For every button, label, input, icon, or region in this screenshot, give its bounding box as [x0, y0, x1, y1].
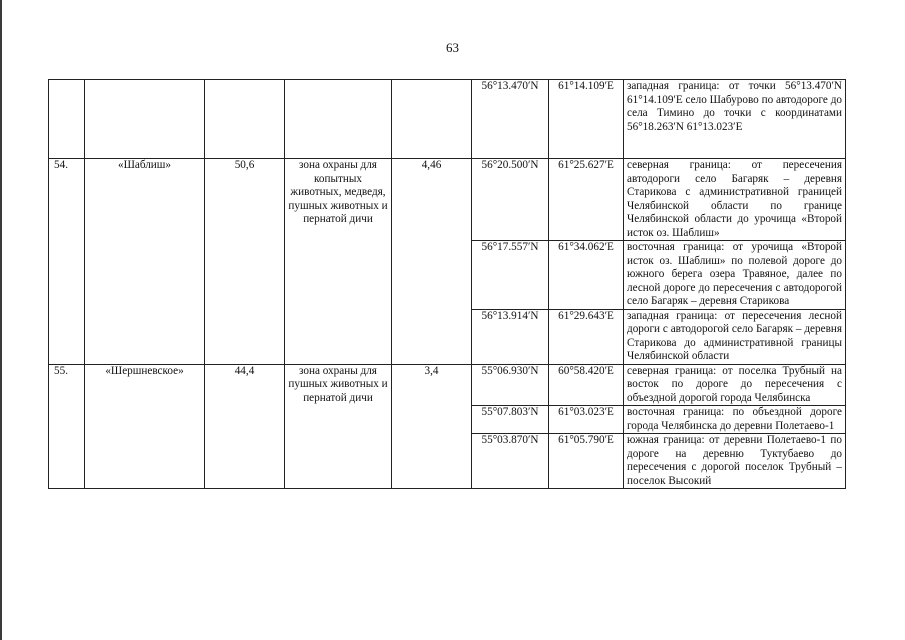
purpose-cell — [285, 80, 392, 159]
hunting-grounds-table — [48, 79, 846, 489]
longitude-cell: 61°29.643′E — [549, 309, 624, 364]
latitude-cell: 55°06.930′N — [472, 364, 549, 406]
longitude-cell: 61°14.109′E — [549, 80, 624, 159]
ground-name: «Шершневское» — [85, 364, 205, 489]
num-cell — [49, 80, 85, 159]
boundary-description: северная граница: от пересечения автодороги село Багаряк – деревня Старикова с административной границей Челябинской области по границе Челябинской области до урочища «Второй исток оз. Шаблиш» — [624, 159, 846, 241]
boundary-description: восточная граница: от урочища «Второй исток оз. Шаблиш» по полевой дороге до южного берега озера Травяное, далее по лесной дороге до пересечения с автодорогой село Багаряк – деревня Старикова — [624, 241, 846, 310]
ground-area: 44,4 — [205, 364, 285, 489]
ground-value: 3,4 — [392, 364, 472, 489]
longitude-cell: 61°03.023′E — [549, 406, 624, 434]
boundary-description: северная граница: от поселка Трубный на восток по дороге до пересечения с объездной дорогой города Челябинска — [624, 364, 846, 406]
table-row — [49, 159, 846, 241]
ground-purpose: зона охраны для копытных животных, медведя, пушных животных и пернатой дичи — [285, 159, 392, 365]
longitude-cell: 60°58.420′E — [549, 364, 624, 406]
table-row — [49, 364, 846, 406]
row-number: 54. — [49, 159, 85, 365]
latitude-cell: 56°13.470′N — [472, 80, 549, 159]
ground-value: 4,46 — [392, 159, 472, 365]
latitude-cell: 55°03.870′N — [472, 434, 549, 489]
longitude-cell: 61°34.062′E — [549, 241, 624, 310]
ground-area: 50,6 — [205, 159, 285, 365]
latitude-cell: 56°13.914′N — [472, 309, 549, 364]
value-cell — [392, 80, 472, 159]
table-row — [49, 80, 846, 159]
latitude-cell: 56°20.500′N — [472, 159, 549, 241]
ground-name: «Шаблиш» — [85, 159, 205, 365]
name-cell — [85, 80, 205, 159]
boundary-description: западная граница: от пересечения лесной дороги с автодорогой село Багаряк – деревня Старикова до административной границы Челябинской области — [624, 309, 846, 364]
latitude-cell: 56°17.557′N — [472, 241, 549, 310]
boundary-description: восточная граница: по объездной дороге города Челябинска до деревни Полетаево-1 — [624, 406, 846, 434]
scan-left-edge — [0, 0, 2, 640]
ground-purpose: зона охраны для пушных животных и пернатой дичи — [285, 364, 392, 489]
boundary-description: западная граница: от точки 56°13.470′N 61°14.109′E село Шабурово по автодороге до села Тимино до точки с координатами 56°18.263′N 61°13.023′E — [624, 80, 846, 159]
longitude-cell: 61°25.627′E — [549, 159, 624, 241]
area-cell — [205, 80, 285, 159]
boundary-description: южная граница: от деревни Полетаево-1 по дороге на деревню Туктубаево до пересечения с дорогой поселок Трубный – поселок Высокий — [624, 434, 846, 489]
longitude-cell: 61°05.790′E — [549, 434, 624, 489]
row-number: 55. — [49, 364, 85, 489]
latitude-cell: 55°07.803′N — [472, 406, 549, 434]
page-number: 63 — [446, 40, 459, 55]
